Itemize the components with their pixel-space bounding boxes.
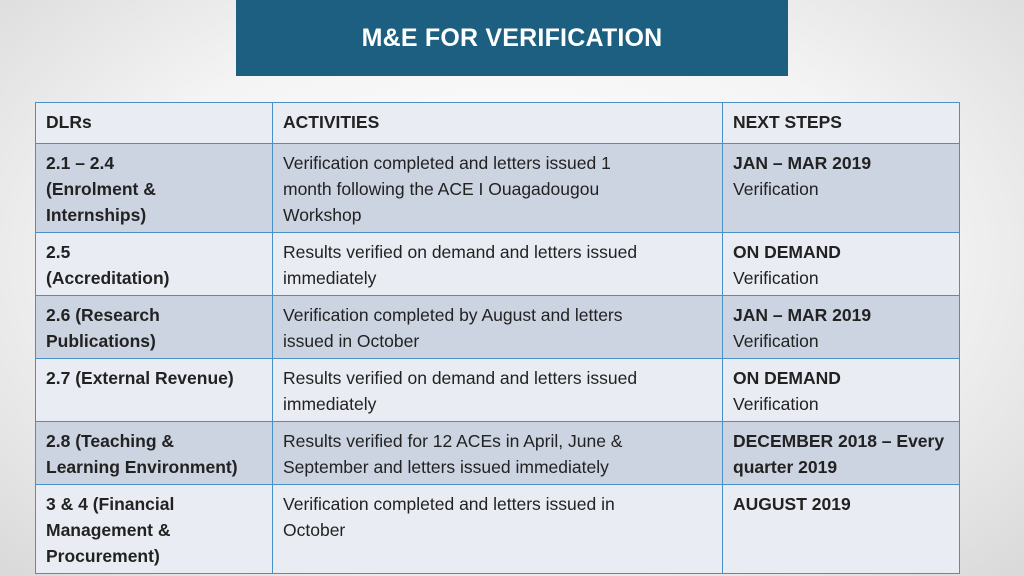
dlr-cell bbox=[36, 233, 273, 296]
column-header-dlrs: DLRs bbox=[36, 103, 273, 144]
dlr-line: (Accreditation) bbox=[46, 268, 170, 288]
activity-line: Workshop bbox=[283, 205, 362, 225]
next-steps-cell bbox=[723, 233, 960, 296]
dlr-cell bbox=[36, 422, 273, 485]
dlr-cell bbox=[36, 485, 273, 574]
activity-line: Results verified on demand and letters issued bbox=[283, 242, 638, 262]
table-row bbox=[36, 422, 960, 485]
next-step-period: ON DEMAND bbox=[733, 368, 841, 388]
next-step-action: Verification bbox=[733, 179, 819, 199]
dlr-cell bbox=[36, 144, 273, 233]
activity-line: September and letters issued immediately bbox=[283, 457, 609, 477]
table-row bbox=[36, 359, 960, 422]
next-step-period: JAN – MAR 2019 bbox=[733, 153, 872, 173]
activity-cell bbox=[273, 296, 723, 359]
activity-cell bbox=[273, 144, 723, 233]
dlr-line: 2.8 (Teaching & bbox=[46, 431, 175, 451]
table-row bbox=[36, 233, 960, 296]
table-header-row bbox=[36, 103, 960, 144]
next-step-action: Verification bbox=[733, 394, 819, 414]
activity-line: Results verified on demand and letters issued bbox=[283, 368, 638, 388]
activity-cell bbox=[273, 233, 723, 296]
dlr-line: Internships) bbox=[46, 205, 147, 225]
next-step-period: ON DEMAND bbox=[733, 242, 841, 262]
dlr-line: 2.1 – 2.4 bbox=[46, 153, 115, 173]
next-step-period: DECEMBER 2018 – Every quarter 2019 bbox=[733, 431, 945, 477]
activity-line: Results verified for 12 ACEs in April, June & bbox=[283, 431, 623, 451]
dlr-cell bbox=[36, 296, 273, 359]
table-row bbox=[36, 485, 960, 574]
next-step-period: JAN – MAR 2019 bbox=[733, 305, 872, 325]
next-steps-cell bbox=[723, 359, 960, 422]
page-title: M&E FOR VERIFICATION bbox=[361, 23, 663, 52]
dlr-line: 2.6 (Research bbox=[46, 305, 160, 325]
dlr-line: 3 & 4 (Financial bbox=[46, 494, 175, 514]
next-step-action: Verification bbox=[733, 331, 819, 351]
dlr-line: Management & bbox=[46, 520, 171, 540]
column-header-next-steps: NEXT STEPS bbox=[723, 103, 960, 144]
activity-cell bbox=[273, 359, 723, 422]
table-row bbox=[36, 296, 960, 359]
dlr-line: 2.5 bbox=[46, 242, 71, 262]
activity-line: Verification completed and letters issued 1 bbox=[283, 153, 611, 173]
next-steps-cell bbox=[723, 422, 960, 485]
activity-line: Verification completed by August and letters bbox=[283, 305, 623, 325]
verification-table bbox=[35, 102, 960, 574]
next-steps-cell bbox=[723, 485, 960, 574]
dlr-line: Learning Environment) bbox=[46, 457, 238, 477]
dlr-line: Publications) bbox=[46, 331, 156, 351]
table-row bbox=[36, 144, 960, 233]
next-step-period: AUGUST 2019 bbox=[733, 494, 851, 514]
next-steps-cell bbox=[723, 144, 960, 233]
column-header-activities: ACTIVITIES bbox=[273, 103, 723, 144]
activity-line: immediately bbox=[283, 394, 377, 414]
next-step-action: Verification bbox=[733, 268, 819, 288]
dlr-line: Procurement) bbox=[46, 546, 160, 566]
activity-cell bbox=[273, 422, 723, 485]
dlr-line: (Enrolment & bbox=[46, 179, 156, 199]
activity-line: Verification completed and letters issued in bbox=[283, 494, 615, 514]
dlr-line: 2.7 (External Revenue) bbox=[46, 368, 234, 388]
activity-cell bbox=[273, 485, 723, 574]
activity-line: issued in October bbox=[283, 331, 420, 351]
dlr-cell bbox=[36, 359, 273, 422]
next-steps-cell bbox=[723, 296, 960, 359]
table-body bbox=[36, 103, 960, 574]
activity-line: immediately bbox=[283, 268, 377, 288]
activity-line: October bbox=[283, 520, 346, 540]
title-banner bbox=[236, 0, 788, 76]
activity-line: month following the ACE I Ouagadougou bbox=[283, 179, 600, 199]
